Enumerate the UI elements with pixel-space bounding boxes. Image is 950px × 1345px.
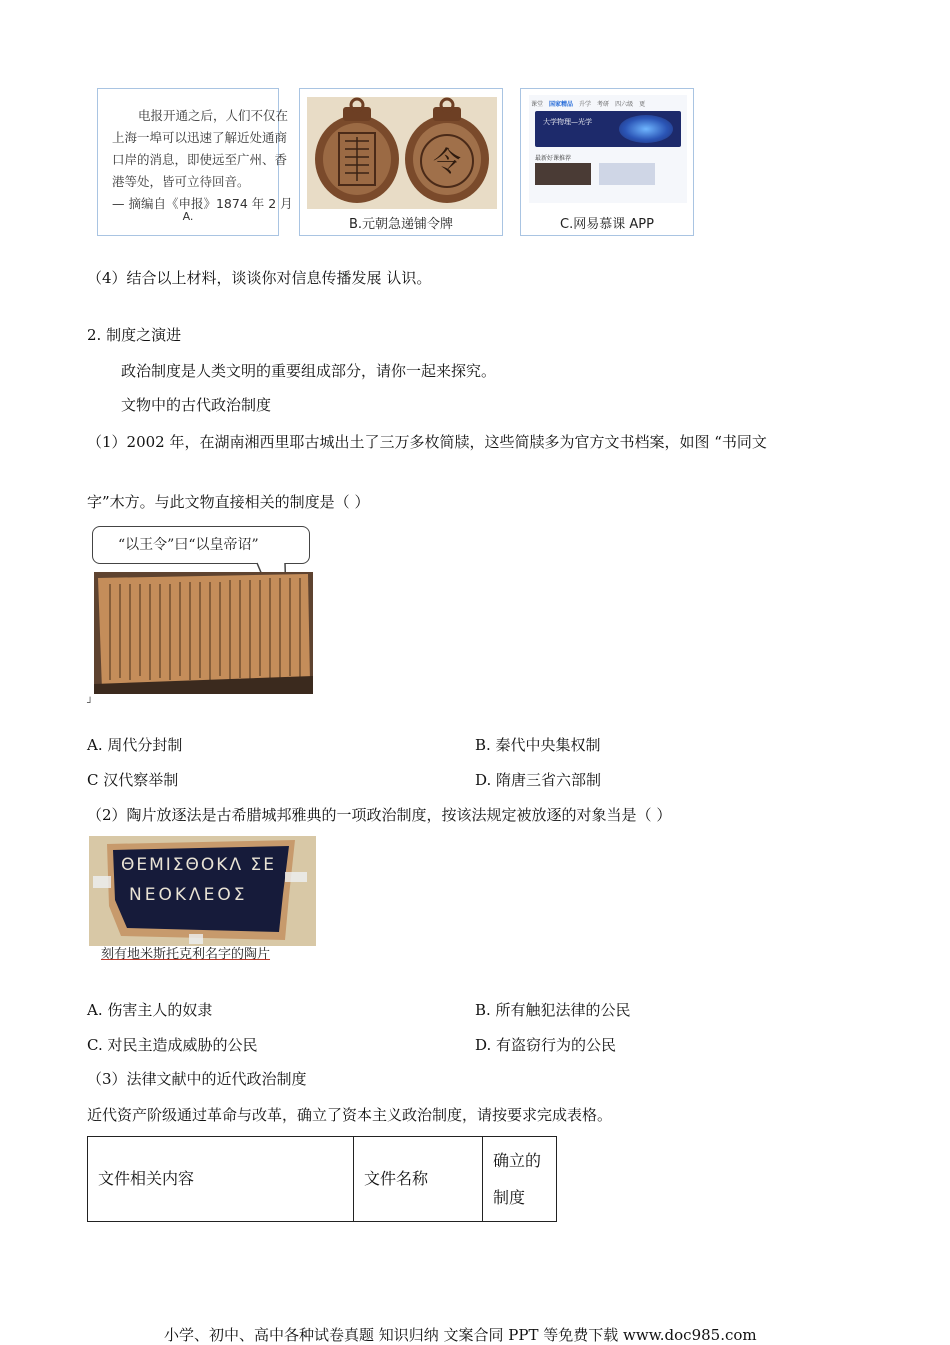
quote-line: 口岸的消息，即使远至广州、香	[112, 152, 288, 167]
section-2-intro: 政治制度是人类文明的重要组成部分，请你一起来探究。	[121, 362, 497, 380]
banner-glow	[619, 115, 673, 143]
question-3-intro: 近代资产阶级通过革命与改革，确立了资本主义政治制度，请按要求完成表格。	[87, 1106, 613, 1124]
answer-table	[87, 1136, 557, 1222]
question-2: （2）陶片放逐法是古希腊城邦雅典的一项政治制度，按该法规定被放逐的对象当是（ ）	[87, 806, 672, 824]
quote-line: 电报开通之后，人们不仅在	[138, 108, 289, 123]
figure-b-yuan-token	[299, 88, 503, 236]
q2-option-c: C. 对民主造成威胁的公民	[87, 1036, 258, 1054]
table-cell	[88, 1137, 354, 1221]
quote-text	[112, 105, 293, 215]
q1-option-c: C 汉代察举制	[87, 771, 179, 789]
figure-mark: ┘	[87, 698, 94, 709]
app-section-title: 最新好课推荐	[535, 155, 572, 162]
ostracon-image	[89, 836, 316, 946]
app-screenshot	[529, 95, 687, 203]
section-2-heading: 2. 制度之演进	[87, 326, 182, 344]
q1-option-d: D. 隋唐三省六部制	[475, 771, 602, 789]
table-cell	[483, 1137, 555, 1221]
app-tab: 考研	[597, 100, 610, 108]
token-photo	[307, 97, 497, 209]
app-banner	[535, 111, 681, 147]
question-1-line-1: （1）2002 年，在湖南湘西里耶古城出土了三万多枚简牍，这些简牍多为官方文书档案，如图 “书同文	[87, 433, 767, 451]
app-tab-active: 国家精品	[549, 100, 574, 108]
figure-c-caption: C.网易慕课 APP	[560, 217, 654, 232]
banner-title: 大学物理—光学	[543, 118, 592, 126]
q2-option-a: A. 伤害主人的奴隶	[87, 1001, 213, 1019]
question-3: （3）法律文献中的近代政治制度	[87, 1070, 307, 1088]
token-seal-char: 令	[432, 145, 462, 178]
bubble-text: “以王令”曰“以皇帝诏”	[118, 537, 259, 553]
app-tab: 更	[639, 100, 646, 108]
figure-b-caption: B.元朝急递铺令牌	[348, 217, 454, 232]
app-tab: 升学	[579, 100, 592, 108]
page-footer: 小学、初中、高中各种试卷真题 知识归纳 文案合同 PPT 等免费下载 www.doc985.com	[164, 1326, 757, 1344]
course-thumbnail	[535, 163, 591, 185]
figure-a-telegraph-quote	[97, 88, 293, 236]
mufang-photo	[94, 572, 313, 694]
token-image	[307, 97, 497, 209]
table-cell	[354, 1137, 483, 1221]
q1-option-a: A. 周代分封制	[87, 736, 183, 754]
q2-option-b: B. 所有触犯法律的公民	[475, 1001, 631, 1019]
figure-a-label: A.	[182, 210, 194, 223]
question-4: （4）结合以上材料，谈谈你对信息传播发展 认识。	[87, 269, 432, 287]
q1-option-b: B. 秦代中央集权制	[475, 736, 601, 754]
app-tab: 四六级	[615, 100, 634, 108]
ostracon-inscription-2: ΝΕΟΚΛΕΟΣ	[129, 885, 248, 905]
course-thumbnail	[599, 163, 655, 185]
mufang-image	[94, 572, 313, 694]
table-header-name: 文件名称	[364, 1169, 429, 1188]
app-tab: 课堂	[531, 100, 544, 108]
app-tabs	[531, 97, 685, 109]
quote-line: 上海一埠可以迅速了解近处通商	[112, 130, 288, 145]
table-header-system-1: 确立的	[493, 1151, 542, 1170]
table-header-content: 文件相关内容	[98, 1169, 195, 1188]
figure-c-mooc-app	[520, 88, 694, 236]
table-header-system-2: 制度	[493, 1188, 526, 1207]
quote-line: 港等处，皆可立待回音。	[112, 174, 250, 189]
ostracon-caption: 刻有地米斯托克利名字的陶片	[101, 947, 271, 962]
q2-option-d: D. 有盗窃行为的公民	[475, 1036, 617, 1054]
ostracon-photo	[89, 836, 316, 946]
question-1-line-2: 字”木方。与此文物直接相关的制度是（ ）	[87, 493, 370, 511]
quote-source: — 摘编自《申报》1874 年 2 月	[112, 196, 293, 211]
ostracon-inscription-1: ΘΕΜΙΣΘΟΚΛ ΣΕ	[121, 855, 276, 875]
section-2-subheading: 文物中的古代政治制度	[121, 396, 272, 414]
